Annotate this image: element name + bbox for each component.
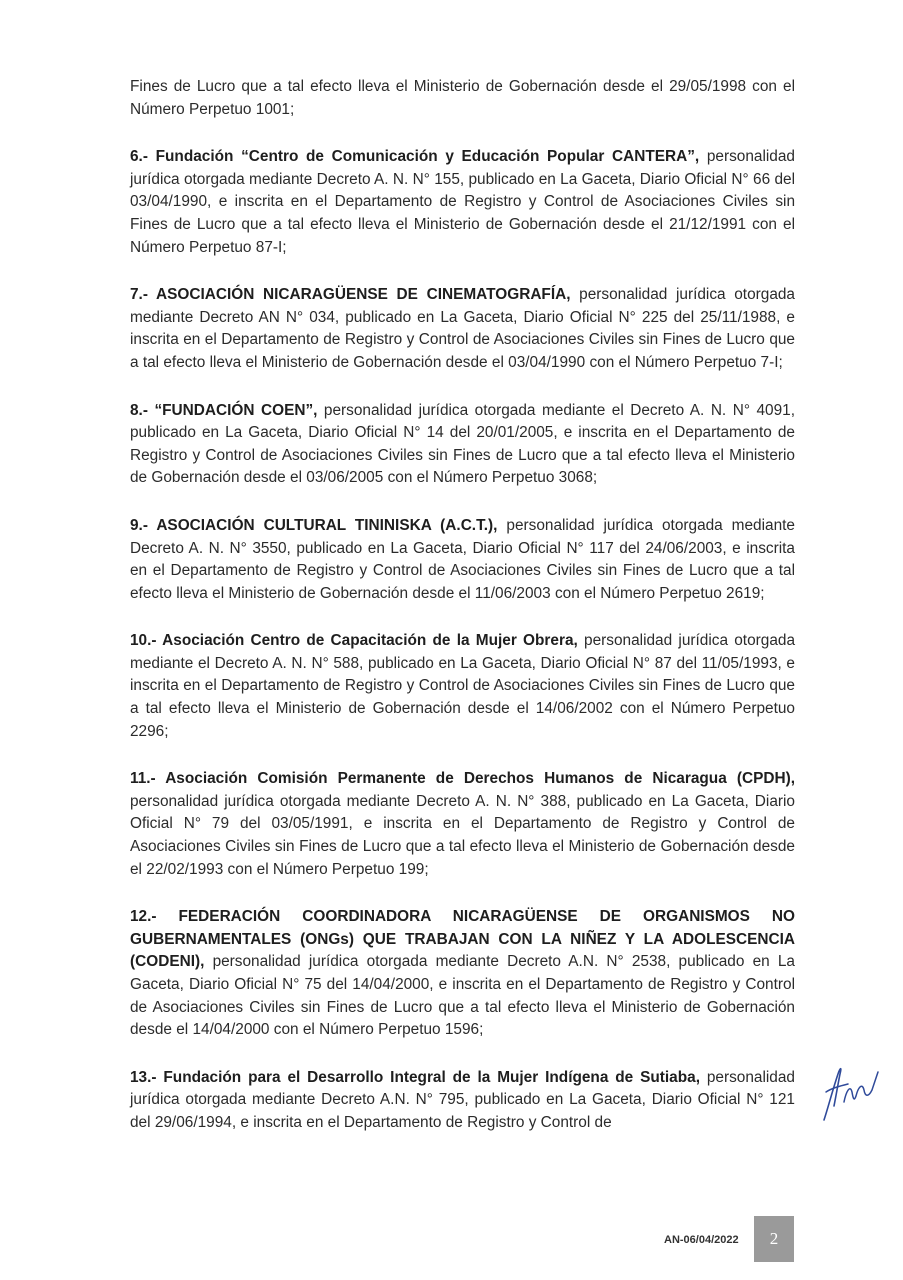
document-body [130, 76, 795, 1160]
list-item-6 [130, 146, 795, 259]
item-text: personalidad jurídica otorgada mediante Decreto A. N. N° 3550, publicado en La Gaceta, Diario Oficial N° 117 del 24/06/2003, e inscrita en el Departamento de Registro y Control de Asociaciones Civiles sin Fines de Lucro que a tal efecto lleva el Ministerio de Gobernación desde el 11/06/2003 con el Número Perpetuo 2619; [130, 516, 795, 602]
item-text: personalidad jurídica otorgada mediante Decreto A.N. N° 795, publicado en La Gaceta, Diario Oficial N° 121 del 29/06/1994, e inscrita en el Departamento de Registro y Control de [130, 1068, 795, 1131]
signature-icon [818, 1062, 880, 1126]
document-reference: AN-06/04/2022 [664, 1234, 739, 1246]
item-text: personalidad jurídica otorgada mediante el Decreto A. N. N° 4091, publicado en La Gaceta, Diario Oficial N° 14 del 20/01/2005, e inscrita en el Departamento de Registro y Control de Asociaciones Civiles sin Fines de Lucro que a tal efecto lleva el Ministerio de Gobernación desde el 03/06/2005 con el Número Perpetuo 3068; [130, 401, 795, 487]
item-heading: 6.- Fundación “Centro de Comunicación y Educación Popular CANTERA”, [130, 148, 700, 166]
item-text: personalidad jurídica otorgada mediante Decreto A. N. N° 155, publicado en La Gaceta, Diario Oficial N° 66 del 03/04/1990, e inscrita en el Departamento de Registro y Control de Asociaciones Civiles sin Fines de Lucro que a tal efecto lleva el Ministerio de Gobernación desde el 21/12/1991 con el Número Perpetuo 87-I; [130, 148, 795, 256]
item-heading: 9.- ASOCIACIÓN CULTURAL TININISKA (A.C.T.), [130, 516, 498, 534]
item-heading: 7.- ASOCIACIÓN NICARAGÜENSE DE CINEMATOGRAFÍA, [130, 286, 571, 304]
item-heading: 13.- Fundación para el Desarrollo Integral de la Mujer Indígena de Sutiaba, [130, 1068, 700, 1086]
list-item-11 [130, 768, 795, 881]
item-text: personalidad jurídica otorgada mediante Decreto A.N. N° 2538, publicado en La Gaceta, Diario Oficial N° 75 del 14/04/2000, e inscrita en el Departamento de Registro y Control de Asociaciones Civiles sin Fines de Lucro que a tal efecto lleva el Ministerio de Gobernación desde el 14/04/2000 con el Número Perpetuo 1596; [130, 953, 795, 1039]
item-heading: 11.- Asociación Comisión Permanente de Derechos Humanos de Nicaragua (CPDH), [130, 770, 795, 788]
list-item-9 [130, 515, 795, 605]
item-heading: 10.- Asociación Centro de Capacitación de la Mujer Obrera, [130, 632, 578, 650]
list-item-8 [130, 400, 795, 490]
list-item-12 [130, 906, 795, 1042]
item-text: personalidad jurídica otorgada mediante Decreto A. N. N° 388, publicado en La Gaceta, Diario Oficial N° 79 del 03/05/1991, e inscrita en el Departamento de Registro y Control de Asociaciones Civiles sin Fines de Lucro que a tal efecto lleva el Ministerio de Gobernación desde el 22/02/1993 con el Número Perpetuo 199; [130, 792, 795, 878]
item-heading: 12.- FEDERACIÓN COORDINADORA NICARAGÜENSE DE ORGANISMOS NO GUBERNAMENTALES (ONGs) QUE TRABAJAN CON LA NIÑEZ Y LA ADOLESCENCIA (CODENI), [130, 908, 795, 971]
item-heading: 8.- “FUNDACIÓN COEN”, [130, 401, 318, 419]
page-number: 2 [754, 1216, 794, 1262]
list-item-10 [130, 630, 795, 743]
list-item-7 [130, 284, 795, 374]
item-text: personalidad jurídica otorgada mediante Decreto AN N° 034, publicado en La Gaceta, Diario Oficial N° 225 del 25/11/1988, e inscrita en el Departamento de Registro y Control de Asociaciones Civiles sin Fines de Lucro que a tal efecto lleva el Ministerio de Gobernación desde el 03/04/1990 con el Número Perpetuo 7-I; [130, 286, 795, 371]
list-item-13 [130, 1067, 795, 1135]
item-text: personalidad jurídica otorgada mediante el Decreto A. N. N° 588, publicado en La Gaceta, Diario Oficial N° 87 del 11/05/1993, e inscrita en el Departamento de Registro y Control de Asociaciones Civiles sin Fines de Lucro que a tal efecto lleva el Ministerio de Gobernación desde el 14/06/2002 con el Número Perpetuo 2296; [130, 632, 795, 740]
intro-paragraph: Fines de Lucro que a tal efecto lleva el Ministerio de Gobernación desde el 29/05/1998 con el Número Perpetuo 1001; [130, 78, 795, 118]
